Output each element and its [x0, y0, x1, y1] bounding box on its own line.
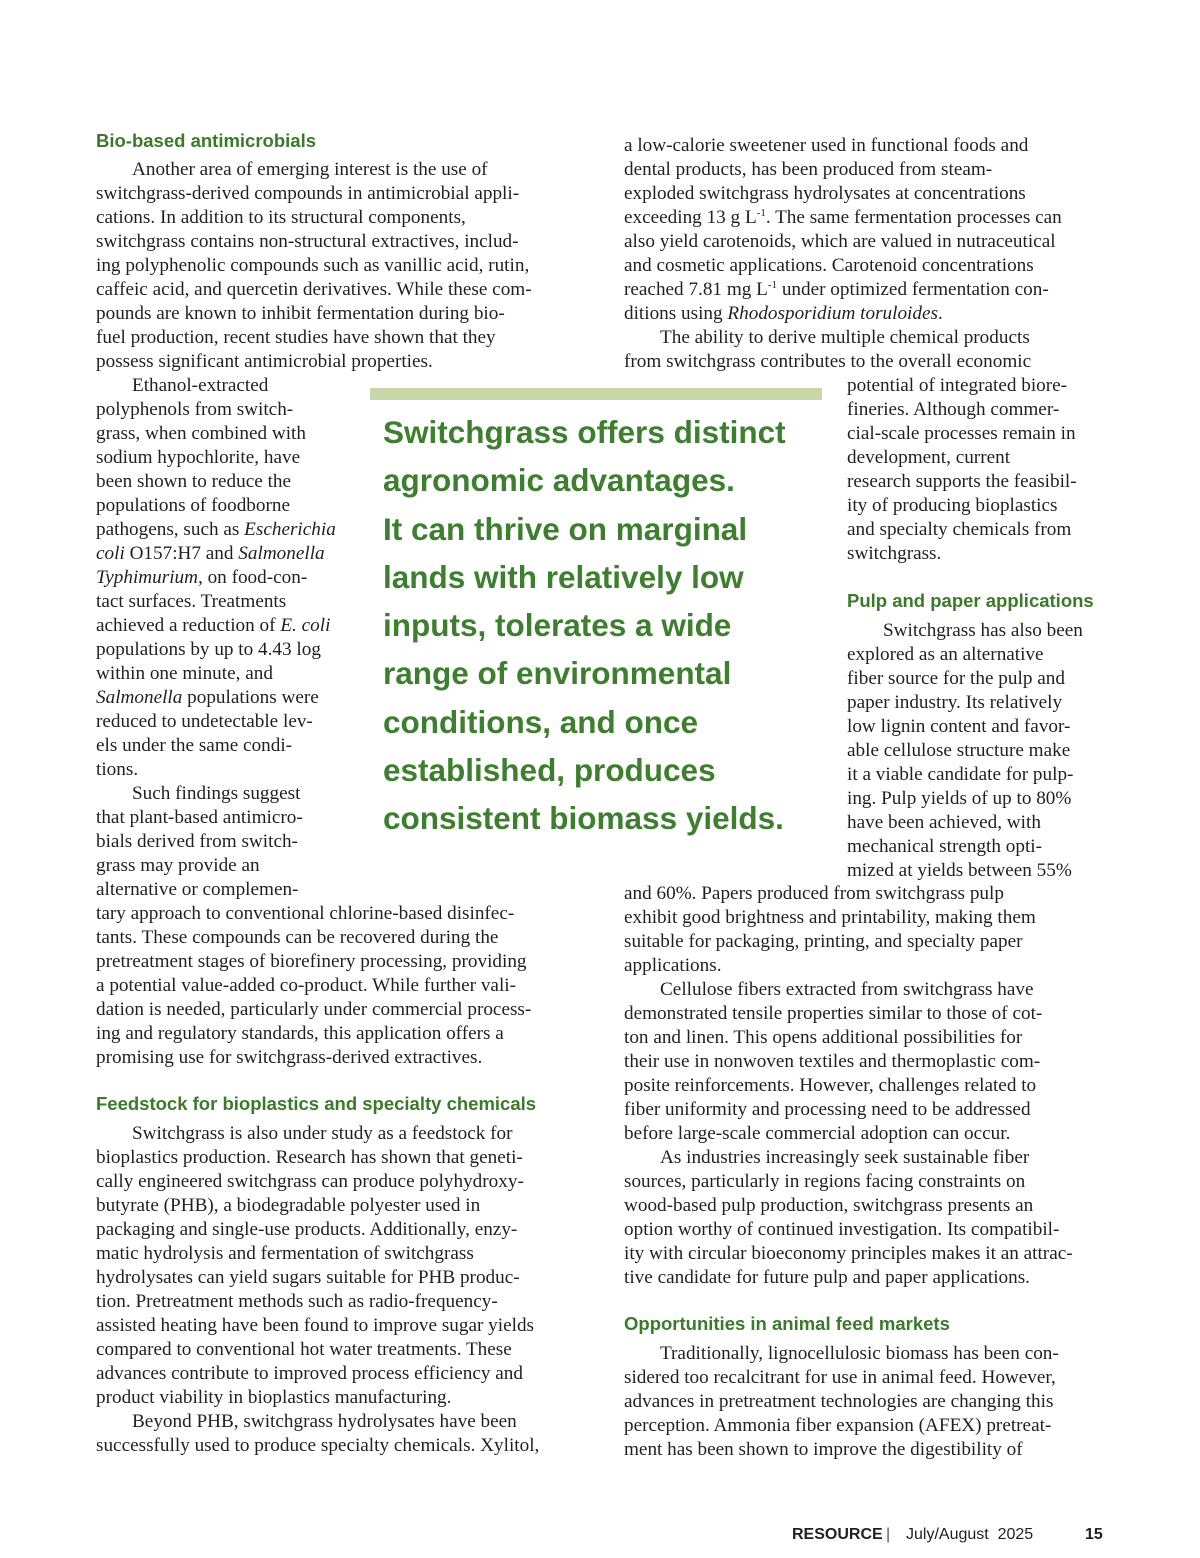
- text-line: been shown to reduce the: [96, 471, 292, 492]
- text-line: reached 7.81 mg $L^{-1}$ under optimized fermentation con-: [624, 279, 1049, 300]
- text-line: coli O157:H7 and Salmonella: [96, 543, 325, 564]
- text-line: it a viable candidate for pulp-: [847, 764, 1074, 785]
- text-line: Traditionally, lignocellulosic biomass has been con-: [660, 1343, 1059, 1364]
- text-line: development, current: [847, 447, 1011, 468]
- text-line: sidered too recalcitrant for use in animal feed. However,: [624, 1367, 1056, 1388]
- pull-quote-line: range of environmental: [383, 655, 732, 692]
- text-line: sources, particularly in regions facing constraints on: [624, 1171, 1026, 1192]
- text-line: have been achieved, with: [847, 812, 1041, 833]
- text-line: hydrolysates can yield sugars suitable for PHB produc-: [96, 1267, 520, 1288]
- text-line: tary approach to conventional chlorine-based disinfec-: [96, 903, 515, 924]
- text-line: exceeding 13 g $L^{-1}$. The same fermentation processes can: [624, 207, 1062, 228]
- text-line: explored as an alternative: [847, 644, 1044, 665]
- text-line: grass, when combined with: [96, 423, 306, 444]
- footer-separator: |: [886, 1526, 891, 1543]
- section-heading-feedstock: Feedstock for bioplastics and specialty chemicals: [96, 1093, 537, 1114]
- text-line: low lignin content and favor-: [847, 716, 1071, 737]
- text-line: caffeic acid, and quercetin derivatives. While these com-: [96, 279, 532, 300]
- footer-page-number: 15: [1085, 1526, 1103, 1543]
- text-line: butyrate (PHB), a biodegradable polyester used in: [96, 1195, 481, 1216]
- pull-quote-line: It can thrive on marginal: [383, 510, 748, 547]
- pull-quote-bar: [370, 388, 822, 400]
- pull-quote-line: lands with relatively low: [383, 558, 744, 595]
- text-line: demonstrated tensile properties similar to those of cot-: [624, 1003, 1043, 1024]
- section-heading-bio-based-antimicrobials: Bio-based antimicrobials: [96, 130, 316, 151]
- footer-publication-name: RESOURCE: [792, 1526, 883, 1543]
- text-line: tact surfaces. Treatments: [96, 591, 287, 612]
- pull-quote-line: agronomic advantages.: [383, 462, 735, 499]
- text-line: compared to conventional hot water treatments. These: [96, 1339, 512, 1360]
- text-line: tion. Pretreatment methods such as radio-frequency-: [96, 1291, 498, 1312]
- text-line: sodium hypochlorite, have: [96, 447, 301, 468]
- text-line: fiber source for the pulp and: [847, 668, 1065, 689]
- text-line: possess significant antimicrobial properties.: [96, 351, 433, 372]
- text-line: potential of integrated biore-: [847, 375, 1068, 396]
- text-line: achieved a reduction of E. coli: [96, 615, 331, 636]
- text-line: Such findings suggest: [132, 783, 301, 804]
- section-heading-pulp-and-paper: Pulp and paper applications: [847, 590, 1094, 611]
- text-line: dation is needed, particularly under commercial process-: [96, 999, 532, 1020]
- text-line: Salmonella populations were: [96, 687, 319, 708]
- text-line: Beyond PHB, switchgrass hydrolysates have been: [132, 1411, 517, 1432]
- text-line: posite reinforcements. However, challenges related to: [624, 1075, 1037, 1096]
- text-line: Another area of emerging interest is the use of: [132, 159, 488, 180]
- text-line: fuel production, recent studies have shown that they: [96, 327, 496, 348]
- text-line: Typhimurium, on food-con-: [96, 567, 308, 588]
- pull-quote-line: conditions, and once: [383, 703, 699, 740]
- text-line: cally engineered switchgrass can produce polyhydroxy-: [96, 1171, 524, 1192]
- text-line: ity of producing bioplastics: [847, 495, 1058, 516]
- text-line: pretreatment stages of biorefinery processing, providing: [96, 951, 527, 972]
- text-line: ing polyphenolic compounds such as vanillic acid, rutin,: [96, 255, 530, 276]
- text-line: a potential value-added co-product. While further vali-: [96, 975, 516, 996]
- text-line: switchgrass-derived compounds in antimicrobial appli-: [96, 183, 520, 204]
- text-line: wood-based pulp production, switchgrass presents an: [624, 1195, 1034, 1216]
- text-line: exploded switchgrass hydrolysates at concentrations: [624, 183, 1026, 204]
- text-line: switchgrass.: [847, 543, 942, 564]
- text-line: The ability to derive multiple chemical products: [660, 327, 1030, 348]
- text-line: promising use for switchgrass-derived extractives.: [96, 1047, 483, 1068]
- text-line: reduced to undetectable lev-: [96, 711, 313, 732]
- text-line: fiber uniformity and processing need to be addressed: [624, 1099, 1031, 1120]
- text-line: packaging and single-use products. Additionally, enzy-: [96, 1219, 518, 1240]
- text-line: pounds are known to inhibit fermentation during bio-: [96, 303, 505, 324]
- text-line: ing. Pulp yields of up to 80%: [847, 788, 1072, 809]
- text-line: Switchgrass is also under study as a feedstock for: [132, 1123, 513, 1144]
- text-line: As industries increasingly seek sustainable fiber: [660, 1147, 1030, 1168]
- text-line: Switchgrass has also been: [883, 620, 1083, 641]
- text-line: assisted heating have been found to improve sugar yields: [96, 1315, 535, 1336]
- text-line: Ethanol-extracted: [132, 375, 269, 396]
- text-line: matic hydrolysis and fermentation of switchgrass: [96, 1243, 474, 1264]
- section-heading-animal-feed: Opportunities in animal feed markets: [624, 1313, 950, 1334]
- text-line: dental products, has been produced from steam-: [624, 159, 993, 180]
- text-line: pathogens, such as Escherichia: [96, 519, 336, 540]
- text-line: mechanical strength opti-: [847, 836, 1043, 857]
- text-line: and 60%. Papers produced from switchgrass pulp: [624, 883, 1004, 904]
- text-line: ing and regulatory standards, this application offers a: [96, 1023, 504, 1044]
- text-line: able cellulose structure make: [847, 740, 1071, 761]
- text-line: a low-calorie sweetener used in functional foods and: [624, 135, 1029, 156]
- text-line: successfully used to produce specialty chemicals. Xylitol,: [96, 1435, 540, 1456]
- text-line: advances contribute to improved process efficiency and: [96, 1363, 523, 1384]
- text-line: bioplastics production. Research has shown that geneti-: [96, 1147, 523, 1168]
- text-line: cial-scale processes remain in: [847, 423, 1076, 444]
- text-line: grass may provide an: [96, 855, 260, 876]
- text-line: els under the same condi-: [96, 735, 293, 756]
- text-line: populations of foodborne: [96, 495, 290, 516]
- text-line: that plant-based antimicro-: [96, 807, 303, 828]
- text-line: Cellulose fibers extracted from switchgrass have: [660, 979, 1034, 1000]
- text-line: product viability in bioplastics manufacturing.: [96, 1387, 452, 1408]
- pull-quote-line: Switchgrass offers distinct: [383, 414, 786, 450]
- text-line: ment has been shown to improve the digestibility of: [624, 1439, 1023, 1460]
- text-line: advances in pretreatment technologies are changing this: [624, 1391, 1054, 1412]
- text-line: ity with circular bioeconomy principles makes it an attrac-: [624, 1243, 1073, 1264]
- text-line: populations by up to 4.43 log: [96, 639, 321, 660]
- text-line: alternative or complemen-: [96, 879, 299, 900]
- text-line: cations. In addition to its structural components,: [96, 207, 466, 228]
- text-line: polyphenols from switch-: [96, 399, 294, 420]
- text-line: tions.: [96, 759, 139, 780]
- text-line: suitable for packaging, printing, and specialty paper: [624, 931, 1023, 952]
- text-line: paper industry. Its relatively: [847, 692, 1063, 713]
- text-line: bials derived from switch-: [96, 831, 298, 852]
- text-line: research supports the feasibil-: [847, 471, 1077, 492]
- text-line: their use in nonwoven textiles and thermoplastic com-: [624, 1051, 1041, 1072]
- text-line: switchgrass contains non-structural extractives, includ-: [96, 231, 519, 252]
- text-line: from switchgrass contributes to the overall economic: [624, 351, 1032, 372]
- text-line: also yield carotenoids, which are valued in nutraceutical: [624, 231, 1056, 252]
- pull-quote-line: consistent biomass yields.: [383, 800, 784, 837]
- text-line: ditions using Rhodosporidium toruloides.: [624, 303, 943, 324]
- text-line: and cosmetic applications. Carotenoid concentrations: [624, 255, 1034, 276]
- text-line: applications.: [624, 955, 722, 976]
- text-line: and specialty chemicals from: [847, 519, 1072, 540]
- text-line: tive candidate for future pulp and paper applications.: [624, 1267, 1030, 1288]
- text-line: perception. Ammonia fiber expansion (AFEX) pretreat-: [624, 1415, 1052, 1436]
- text-line: fineries. Although commer-: [847, 399, 1060, 420]
- pull-quote-line: established, produces: [383, 752, 716, 789]
- text-line: before large-scale commercial adoption can occur.: [624, 1123, 1011, 1144]
- text-line: within one minute, and: [96, 663, 273, 684]
- text-line: option worthy of continued investigation. Its compatibil-: [624, 1219, 1060, 1240]
- text-line: tants. These compounds can be recovered during the: [96, 927, 499, 948]
- text-line: exhibit good brightness and printability, making them: [624, 907, 1036, 928]
- text-line: mized at yields between 55%: [847, 860, 1072, 881]
- pull-quote: [383, 408, 823, 843]
- footer-issue-date: July/August 2025: [906, 1526, 1034, 1543]
- text-line: ton and linen. This opens additional possibilities for: [624, 1027, 1023, 1048]
- pull-quote-line: inputs, tolerates a wide: [383, 607, 732, 644]
